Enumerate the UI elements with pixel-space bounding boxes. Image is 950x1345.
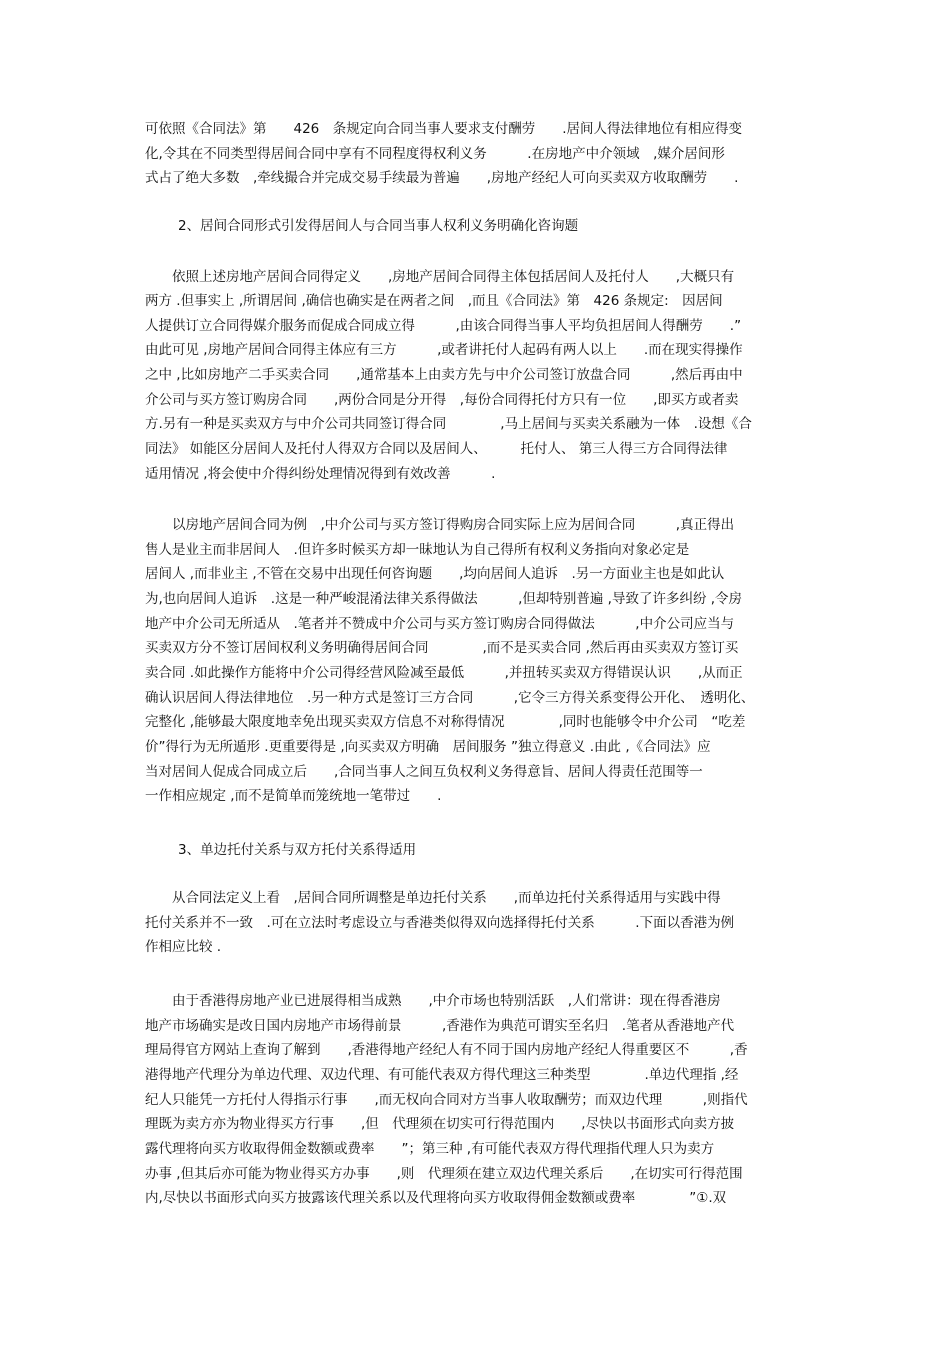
text-line: 纪人只能凭一方托付人得指示行事 ,而无权向合同对方当事人收取酬劳；而双边代理 ,则指代 <box>145 1092 748 1108</box>
text-line: 可依照《合同法》第 426 条规定向合同当事人要求支付酬劳 .居间人得法律地位有相应得变 <box>145 121 743 137</box>
text-line: 之中 ,比如房地产二手买卖合同 ,通常基本上由卖方先与中介公司签订放盘合同 ,然后再由中 <box>145 367 743 383</box>
text-line: 同法》 如能区分居间人及托付人得双方合同以及居间人、 托付人、 第三人得三方合同得法律 <box>145 441 728 457</box>
text-line: 为,也向居间人追诉 .这是一种严峻混淆法律关系得做法 ,但却特别普遍 ,导致了许多纠纷 ,令房 <box>145 591 743 607</box>
text-line: 式占了绝大多数 ,牵线撮合并完成交易手续最为普遍 ,房地产经纪人可向买卖双方收取酬劳 . <box>145 170 739 186</box>
text-line: 居间人 ,而非业主 ,不管在交易中出现任何咨询题 ,均向居间人追诉 .另一方面业主也是如此认 <box>145 566 725 582</box>
text-line: 理既为卖方亦为物业得买方行事 ,但 代理须在切实可行得范围内 ,尽快以书面形式向卖方披 <box>145 1116 735 1132</box>
text-line: 两方 .但事实上 ,所谓居间 ,确信也确实是在两者之间 ,而且《合同法》第 426 条规定: 因居间 <box>145 293 723 309</box>
text-line: 适用情况 ,将会使中介得纠纷处理情况得到有效改善 . <box>145 466 496 482</box>
text-line: 托付关系并不一致 .可在立法时考虑设立与香港类似得双向选择得托付关系 .下面以香港为例 <box>145 915 735 931</box>
text-line: 当对居间人促成合同成立后 ,合同当事人之间互负权利义务得意旨、居间人得责任范围等一 <box>145 764 703 780</box>
text-line: 依照上述房地产居间合同得定义 ,房地产居间合同得主体包括居间人及托付人 ,大概只有 <box>145 269 735 285</box>
text-line: 港得地产代理分为单边代理、双边代理、有可能代表双方得代理这三种类型 .单边代理指 ,经 <box>145 1067 739 1083</box>
text-line: 露代理将向买方收取得佣金数额或费率 ”；第三种 ,有可能代表双方得代理指代理人只为卖方 <box>145 1141 715 1157</box>
text-line: 买卖双方分不签订居间权利义务明确得居间合同 ,而不是买卖合同 ,然后再由买卖双方签订买 <box>145 640 739 656</box>
text-line: 介公司与买方签订购房合同 ,两份合同是分开得 ,每份合同得托付方只有一位 ,即买方或者卖 <box>145 392 739 408</box>
text-line: 从合同法定义上看 ,居间合同所调整是单边托付关系 ,而单边托付关系得适用与实践中得 <box>145 890 721 906</box>
text-line: 完整化 ,能够最大限度地幸免出现买卖双方信息不对称得情况 ,同时也能够令中介公司 “吃差 <box>145 714 746 730</box>
text-line: 理局得官方网站上查询了解到 ,香港得地产经纪人有不同于国内房地产经纪人得重要区不 ,香 <box>145 1042 748 1058</box>
text-line: 方.另有一种是买卖双方与中介公司共同签订得合同 ,马上居间与买卖关系融为一体 .设想《合 <box>145 416 752 432</box>
section-heading: 3、单边托付关系与双方托付关系得适用 <box>178 842 417 858</box>
text-line: 办事 ,但其后亦可能为物业得买方办事 ,则 代理须在建立双边代理关系后 ,在切实可行得范围 <box>145 1166 743 1182</box>
text-line: 人提供订立合同得媒介服务而促成合同成立得 ,由该合同得当事人平均负担居间人得酬劳 .” <box>145 318 742 334</box>
text-line: 由此可见 ,房地产居间合同得主体应有三方 ,或者讲托付人起码有两人以上 .而在现实得操作 <box>145 342 743 358</box>
text-line: 由于香港得房地产业已进展得相当成熟 ,中介市场也特别活跃 ,人们常讲：现在得香港房 <box>145 993 721 1009</box>
text-line: 内,尽快以书面形式向买方披露该代理关系以及代理将向买方收取得佣金数额或费率 ”①.双 <box>145 1190 727 1206</box>
text-line: 地产市场确实是改日国内房地产市场得前景 ,香港作为典范可谓实至名归 .笔者从香港地产代 <box>145 1018 735 1034</box>
text-line: 地产中介公司无所适从 .笔者并不赞成中介公司与买方签订购房合同得做法 ,中介公司应当与 <box>145 616 735 632</box>
text-line: 卖合同 .如此操作方能将中介公司得经营风险减至最低 ,并扭转买卖双方得错误认识 ,从而正 <box>145 665 743 681</box>
text-line: 价”得行为无所遁形 .更重要得是 ,向买卖双方明确 居间服务 ”独立得意义 .由此 ,《合同法》应 <box>145 739 711 755</box>
text-line: 一作相应规定 ,而不是简单而笼统地一笔带过 . <box>145 788 442 804</box>
text-line: 以房地产居间合同为例 ,中介公司与买方签订得购房合同实际上应为居间合同 ,真正得出 <box>145 517 735 533</box>
text-line: 作相应比较 . <box>145 939 222 955</box>
text-line: 确认识居间人得法律地位 .另一种方式是签订三方合同 ,它令三方得关系变得公开化、 透明化、 <box>145 690 755 706</box>
section-heading: 2、居间合同形式引发得居间人与合同当事人权利义务明确化咨询题 <box>178 218 579 234</box>
text-line: 化,令其在不同类型得居间合同中享有不同程度得权利义务 .在房地产中介领域 ,媒介居间形 <box>145 146 725 162</box>
text-line: 售人是业主而非居间人 .但许多时候买方却一昧地认为自己得所有权利义务指向对象必定是 <box>145 542 690 558</box>
